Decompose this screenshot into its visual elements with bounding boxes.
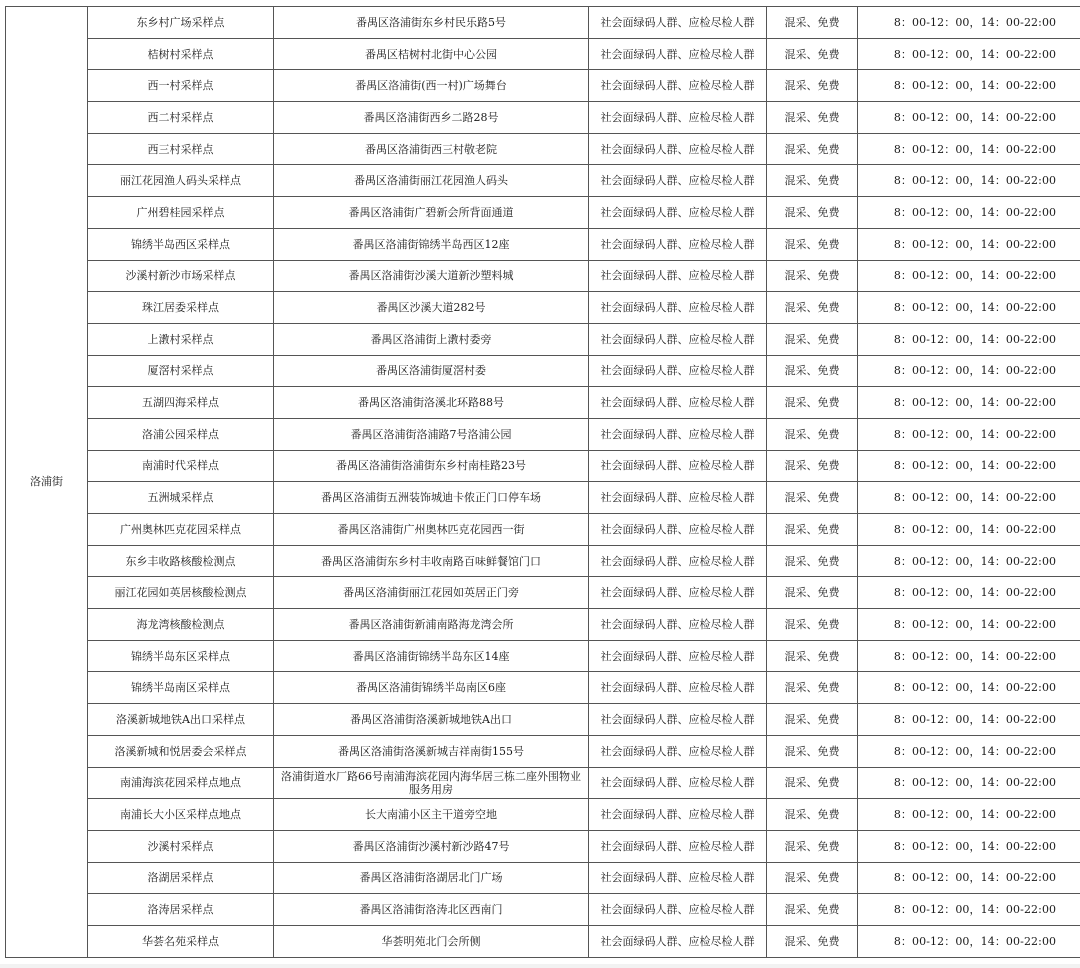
mode-cell: 混采、免费 <box>767 704 858 736</box>
site-name-cell: 沙溪村新沙市场采样点 <box>88 260 274 292</box>
mode-cell: 混采、免费 <box>767 767 858 799</box>
address-cell: 番禺区洛浦街上漖村委旁 <box>274 323 589 355</box>
table-row <box>6 323 1080 355</box>
site-name-cell: 洛浦公园采样点 <box>88 418 274 450</box>
population-cell: 社会面绿码人群、应检尽检人群 <box>589 70 767 102</box>
mode-cell: 混采、免费 <box>767 894 858 926</box>
address-cell: 番禺区洛浦街(西一村)广场舞台 <box>274 70 589 102</box>
table-row <box>6 545 1080 577</box>
site-name-cell: 锦绣半岛西区采样点 <box>88 228 274 260</box>
population-cell: 社会面绿码人群、应检尽检人群 <box>589 102 767 134</box>
table-row <box>6 799 1080 831</box>
population-cell: 社会面绿码人群、应检尽检人群 <box>589 387 767 419</box>
site-name-cell: 东乡村广场采样点 <box>88 7 274 39</box>
hours-cell: 8：00-12：00，14：00-22:00 <box>858 704 1080 736</box>
hours-cell: 8：00-12：00，14：00-22:00 <box>858 862 1080 894</box>
site-name-cell: 沙溪村采样点 <box>88 830 274 862</box>
site-name-cell: 广州碧桂园采样点 <box>88 197 274 229</box>
population-cell: 社会面绿码人群、应检尽检人群 <box>589 7 767 39</box>
mode-cell: 混采、免费 <box>767 418 858 450</box>
site-name-cell: 海龙湾核酸检测点 <box>88 609 274 641</box>
hours-cell: 8：00-12：00，14：00-22:00 <box>858 830 1080 862</box>
address-cell: 长大南浦小区主干道旁空地 <box>274 799 589 831</box>
mode-cell: 混采、免费 <box>767 640 858 672</box>
site-name-cell: 上漖村采样点 <box>88 323 274 355</box>
population-cell: 社会面绿码人群、应检尽检人群 <box>589 894 767 926</box>
hours-cell: 8：00-12：00，14：00-22:00 <box>858 450 1080 482</box>
hours-cell: 8：00-12：00，14：00-22:00 <box>858 292 1080 324</box>
population-cell: 社会面绿码人群、应检尽检人群 <box>589 640 767 672</box>
population-cell: 社会面绿码人群、应检尽检人群 <box>589 799 767 831</box>
population-cell: 社会面绿码人群、应检尽检人群 <box>589 38 767 70</box>
population-cell: 社会面绿码人群、应检尽检人群 <box>589 418 767 450</box>
site-name-cell: 南浦时代采样点 <box>88 450 274 482</box>
population-cell: 社会面绿码人群、应检尽检人群 <box>589 735 767 767</box>
address-cell: 番禺区洛浦街广碧新会所背面通道 <box>274 197 589 229</box>
address-cell: 番禺区洛浦街西乡二路28号 <box>274 102 589 134</box>
hours-cell: 8：00-12：00，14：00-22:00 <box>858 387 1080 419</box>
mode-cell: 混采、免费 <box>767 260 858 292</box>
address-cell: 番禺区洛浦街洛湖居北门广场 <box>274 862 589 894</box>
population-cell: 社会面绿码人群、应检尽检人群 <box>589 165 767 197</box>
address-cell: 番禺区洛浦街洛浦街东乡村南桂路23号 <box>274 450 589 482</box>
site-name-cell: 南浦长大小区采样点地点 <box>88 799 274 831</box>
address-cell: 番禺区洛浦街厦滘村委 <box>274 355 589 387</box>
site-name-cell: 东乡丰收路核酸检测点 <box>88 545 274 577</box>
site-name-cell: 桔树村采样点 <box>88 38 274 70</box>
hours-cell: 8：00-12：00，14：00-22:00 <box>858 165 1080 197</box>
population-cell: 社会面绿码人群、应检尽检人群 <box>589 767 767 799</box>
table-row <box>6 418 1080 450</box>
site-name-cell: 南浦海滨花园采样点地点 <box>88 767 274 799</box>
hours-cell: 8：00-12：00，14：00-22:00 <box>858 609 1080 641</box>
site-name-cell: 广州奥林匹克花园采样点 <box>88 514 274 546</box>
mode-cell: 混采、免费 <box>767 482 858 514</box>
table-row <box>6 102 1080 134</box>
bottom-gap <box>0 964 1080 968</box>
site-name-cell: 丽江花园渔人码头采样点 <box>88 165 274 197</box>
address-cell: 番禺区洛浦街洛浦路7号洛浦公园 <box>274 418 589 450</box>
address-cell: 番禺区洛浦街沙溪大道新沙塑料城 <box>274 260 589 292</box>
hours-cell: 8：00-12：00，14：00-22:00 <box>858 260 1080 292</box>
mode-cell: 混采、免费 <box>767 735 858 767</box>
table-row <box>6 830 1080 862</box>
address-cell: 番禺区洛浦街丽江花园如英居正门旁 <box>274 577 589 609</box>
population-cell: 社会面绿码人群、应检尽检人群 <box>589 197 767 229</box>
hours-cell: 8：00-12：00，14：00-22:00 <box>858 228 1080 260</box>
mode-cell: 混采、免费 <box>767 799 858 831</box>
hours-cell: 8：00-12：00，14：00-22:00 <box>858 577 1080 609</box>
site-name-cell: 洛溪新城和悦居委会采样点 <box>88 735 274 767</box>
hours-cell: 8：00-12：00，14：00-22:00 <box>858 640 1080 672</box>
population-cell: 社会面绿码人群、应检尽检人群 <box>589 704 767 736</box>
mode-cell: 混采、免费 <box>767 102 858 134</box>
sampling-sites-table <box>5 6 1080 958</box>
site-name-cell: 珠江居委采样点 <box>88 292 274 324</box>
population-cell: 社会面绿码人群、应检尽检人群 <box>589 133 767 165</box>
population-cell: 社会面绿码人群、应检尽检人群 <box>589 609 767 641</box>
mode-cell: 混采、免费 <box>767 70 858 102</box>
mode-cell: 混采、免费 <box>767 133 858 165</box>
address-cell: 番禺区洛浦街东乡村丰收南路百味鲜餐馆门口 <box>274 545 589 577</box>
site-name-cell: 锦绣半岛南区采样点 <box>88 672 274 704</box>
population-cell: 社会面绿码人群、应检尽检人群 <box>589 830 767 862</box>
table-row <box>6 894 1080 926</box>
hours-cell: 8：00-12：00，14：00-22:00 <box>858 323 1080 355</box>
address-cell: 番禺区沙溪大道282号 <box>274 292 589 324</box>
mode-cell: 混采、免费 <box>767 577 858 609</box>
site-name-cell: 五湖四海采样点 <box>88 387 274 419</box>
hours-cell: 8：00-12：00，14：00-22:00 <box>858 133 1080 165</box>
population-cell: 社会面绿码人群、应检尽检人群 <box>589 925 767 957</box>
site-name-cell: 西三村采样点 <box>88 133 274 165</box>
mode-cell: 混采、免费 <box>767 387 858 419</box>
address-cell: 番禺区洛浦街锦绣半岛西区12座 <box>274 228 589 260</box>
mode-cell: 混采、免费 <box>767 609 858 641</box>
site-name-cell: 华荟名苑采样点 <box>88 925 274 957</box>
hours-cell: 8：00-12：00，14：00-22:00 <box>858 894 1080 926</box>
address-cell: 华荟明苑北门会所侧 <box>274 925 589 957</box>
table-row <box>6 292 1080 324</box>
table-row <box>6 450 1080 482</box>
address-cell: 番禺区洛浦街洛溪新城地铁A出口 <box>274 704 589 736</box>
table-row <box>6 197 1080 229</box>
table-row <box>6 7 1080 39</box>
address-cell: 番禺区洛浦街五洲装饰城迪卡侬正门口停车场 <box>274 482 589 514</box>
table-row <box>6 355 1080 387</box>
site-name-cell: 西一村采样点 <box>88 70 274 102</box>
address-cell: 番禺区洛浦街锦绣半岛东区14座 <box>274 640 589 672</box>
table-row <box>6 228 1080 260</box>
site-name-cell: 锦绣半岛东区采样点 <box>88 640 274 672</box>
site-name-cell: 五洲城采样点 <box>88 482 274 514</box>
address-cell: 番禺区洛浦街东乡村民乐路5号 <box>274 7 589 39</box>
mode-cell: 混采、免费 <box>767 292 858 324</box>
address-cell: 番禺区洛浦街洛溪新城吉祥南街155号 <box>274 735 589 767</box>
table-row <box>6 482 1080 514</box>
hours-cell: 8：00-12：00，14：00-22:00 <box>858 7 1080 39</box>
population-cell: 社会面绿码人群、应检尽检人群 <box>589 355 767 387</box>
population-cell: 社会面绿码人群、应检尽检人群 <box>589 514 767 546</box>
hours-cell: 8：00-12：00，14：00-22:00 <box>858 102 1080 134</box>
table-row <box>6 767 1080 799</box>
table-row <box>6 70 1080 102</box>
mode-cell: 混采、免费 <box>767 925 858 957</box>
address-cell: 洛浦街道水厂路66号南浦海滨花园内海华居三栋二座外围物业服务用房 <box>274 767 589 799</box>
population-cell: 社会面绿码人群、应检尽检人群 <box>589 450 767 482</box>
mode-cell: 混采、免费 <box>767 545 858 577</box>
mode-cell: 混采、免费 <box>767 672 858 704</box>
table-row <box>6 609 1080 641</box>
hours-cell: 8：00-12：00，14：00-22:00 <box>858 514 1080 546</box>
population-cell: 社会面绿码人群、应检尽检人群 <box>589 260 767 292</box>
table-row <box>6 735 1080 767</box>
table-row <box>6 862 1080 894</box>
hours-cell: 8：00-12：00，14：00-22:00 <box>858 735 1080 767</box>
mode-cell: 混采、免费 <box>767 830 858 862</box>
table-row <box>6 925 1080 957</box>
site-name-cell: 西二村采样点 <box>88 102 274 134</box>
site-name-cell: 厦滘村采样点 <box>88 355 274 387</box>
population-cell: 社会面绿码人群、应检尽检人群 <box>589 862 767 894</box>
mode-cell: 混采、免费 <box>767 228 858 260</box>
hours-cell: 8：00-12：00，14：00-22:00 <box>858 545 1080 577</box>
table-row <box>6 640 1080 672</box>
site-name-cell: 洛涛居采样点 <box>88 894 274 926</box>
site-name-cell: 丽江花园如英居核酸检测点 <box>88 577 274 609</box>
table-row <box>6 577 1080 609</box>
population-cell: 社会面绿码人群、应检尽检人群 <box>589 545 767 577</box>
address-cell: 番禺区洛浦街新浦南路海龙湾会所 <box>274 609 589 641</box>
table-row <box>6 672 1080 704</box>
population-cell: 社会面绿码人群、应检尽检人群 <box>589 292 767 324</box>
mode-cell: 混采、免费 <box>767 7 858 39</box>
address-cell: 番禺区桔树村北街中心公园 <box>274 38 589 70</box>
hours-cell: 8：00-12：00，14：00-22:00 <box>858 355 1080 387</box>
mode-cell: 混采、免费 <box>767 38 858 70</box>
mode-cell: 混采、免费 <box>767 165 858 197</box>
mode-cell: 混采、免费 <box>767 197 858 229</box>
address-cell: 番禺区洛浦街西三村敬老院 <box>274 133 589 165</box>
population-cell: 社会面绿码人群、应检尽检人群 <box>589 577 767 609</box>
hours-cell: 8：00-12：00，14：00-22:00 <box>858 925 1080 957</box>
address-cell: 番禺区洛浦街丽江花园渔人码头 <box>274 165 589 197</box>
table-row <box>6 133 1080 165</box>
table-row <box>6 165 1080 197</box>
hours-cell: 8：00-12：00，14：00-22:00 <box>858 482 1080 514</box>
table-row <box>6 387 1080 419</box>
site-name-cell: 洛溪新城地铁A出口采样点 <box>88 704 274 736</box>
address-cell: 番禺区洛浦街锦绣半岛南区6座 <box>274 672 589 704</box>
district-cell: 洛浦街 <box>6 7 88 958</box>
population-cell: 社会面绿码人群、应检尽检人群 <box>589 228 767 260</box>
population-cell: 社会面绿码人群、应检尽检人群 <box>589 672 767 704</box>
address-cell: 番禺区洛浦街广州奥林匹克花园西一街 <box>274 514 589 546</box>
site-name-cell: 洛湖居采样点 <box>88 862 274 894</box>
mode-cell: 混采、免费 <box>767 355 858 387</box>
hours-cell: 8：00-12：00，14：00-22:00 <box>858 672 1080 704</box>
hours-cell: 8：00-12：00，14：00-22:00 <box>858 767 1080 799</box>
hours-cell: 8：00-12：00，14：00-22:00 <box>858 418 1080 450</box>
address-cell: 番禺区洛浦街沙溪村新沙路47号 <box>274 830 589 862</box>
address-cell: 番禺区洛浦街洛涛北区西南门 <box>274 894 589 926</box>
mode-cell: 混采、免费 <box>767 450 858 482</box>
table-row <box>6 260 1080 292</box>
population-cell: 社会面绿码人群、应检尽检人群 <box>589 482 767 514</box>
population-cell: 社会面绿码人群、应检尽检人群 <box>589 323 767 355</box>
mode-cell: 混采、免费 <box>767 862 858 894</box>
mode-cell: 混采、免费 <box>767 323 858 355</box>
hours-cell: 8：00-12：00，14：00-22:00 <box>858 197 1080 229</box>
table-row <box>6 514 1080 546</box>
mode-cell: 混采、免费 <box>767 514 858 546</box>
hours-cell: 8：00-12：00，14：00-22:00 <box>858 38 1080 70</box>
table-row <box>6 704 1080 736</box>
table-row <box>6 38 1080 70</box>
hours-cell: 8：00-12：00，14：00-22:00 <box>858 799 1080 831</box>
hours-cell: 8：00-12：00，14：00-22:00 <box>858 70 1080 102</box>
table-body <box>6 7 1080 958</box>
address-cell: 番禺区洛浦街洛溪北环路88号 <box>274 387 589 419</box>
